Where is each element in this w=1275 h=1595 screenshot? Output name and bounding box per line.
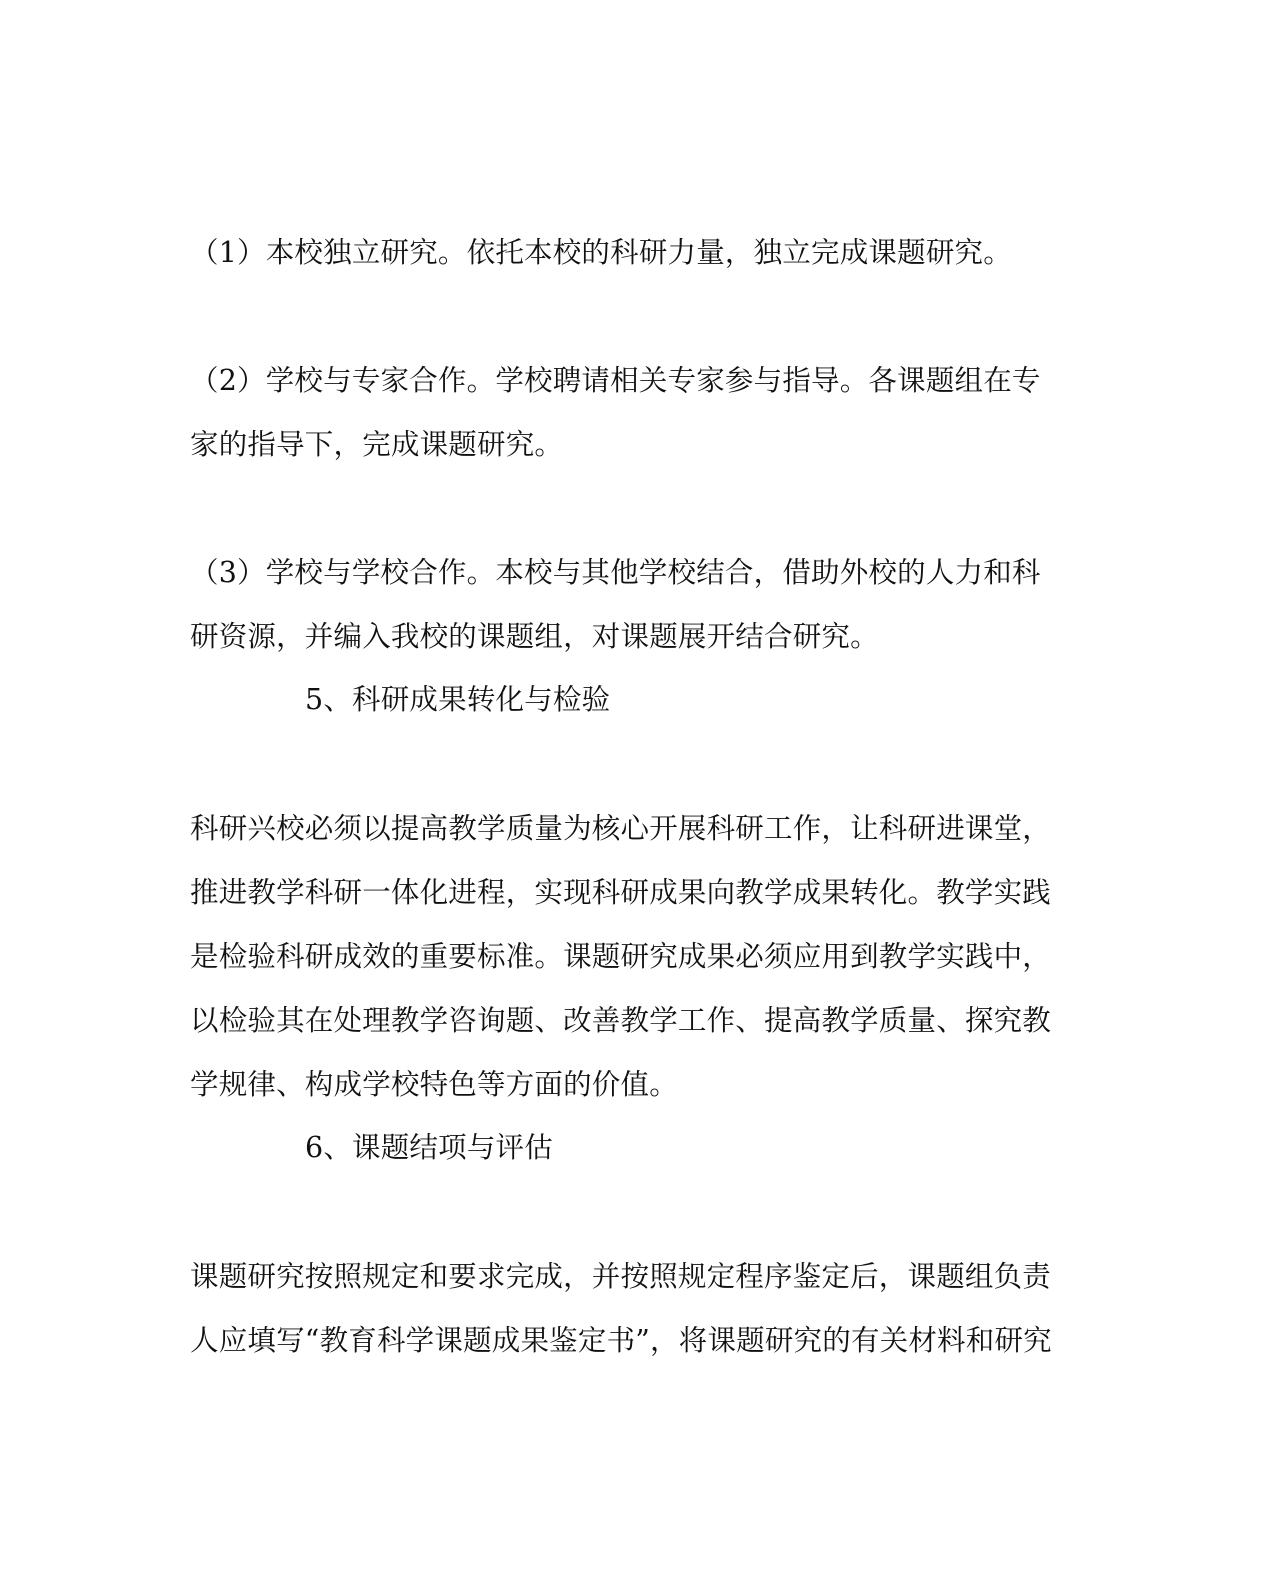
paragraph-5-line-2: 推进教学科研一体化进程，实现科研成果向教学成果转化。教学实践 — [190, 876, 1052, 909]
paragraph-2-line-1: （2）学校与专家合作。学校聘请相关专家参与指导。各课题组在专 — [190, 364, 1041, 397]
paragraph-5-line-3: 是检验科研成效的重要标准。课题研究成果必须应用到教学实践中， — [190, 940, 1052, 973]
section-heading-5: 5、科研成果转化与检验 — [305, 683, 611, 716]
paragraph-5-line-1: 科研兴校必须以提高教学质量为核心开展科研工作，让科研进课堂， — [190, 812, 1052, 845]
paragraph-5-line-4: 以检验其在处理教学咨询题、改善教学工作、提高教学质量、探究教 — [190, 1004, 1052, 1037]
paragraph-5-line-5: 学规律、构成学校特色等方面的价值。 — [190, 1068, 678, 1101]
paragraph-3-line-2: 研资源，并编入我校的课题组，对课题展开结合研究。 — [190, 620, 879, 653]
section-heading-6: 6、课题结项与评估 — [305, 1131, 553, 1164]
paragraph-6-line-2: 人应填写“教育科学课题成果鉴定书”，将课题研究的有关材料和研究 — [190, 1324, 1052, 1357]
paragraph-6-line-1: 课题研究按照规定和要求完成，并按照规定程序鉴定后，课题组负责 — [190, 1260, 1052, 1293]
paragraph-2-line-2: 家的指导下，完成课题研究。 — [190, 428, 564, 461]
paragraph-1-line-1: （1）本校独立研究。依托本校的科研力量，独立完成课题研究。 — [190, 236, 1012, 269]
paragraph-3-line-1: （3）学校与学校合作。本校与其他学校结合，借助外校的人力和科 — [190, 556, 1041, 589]
